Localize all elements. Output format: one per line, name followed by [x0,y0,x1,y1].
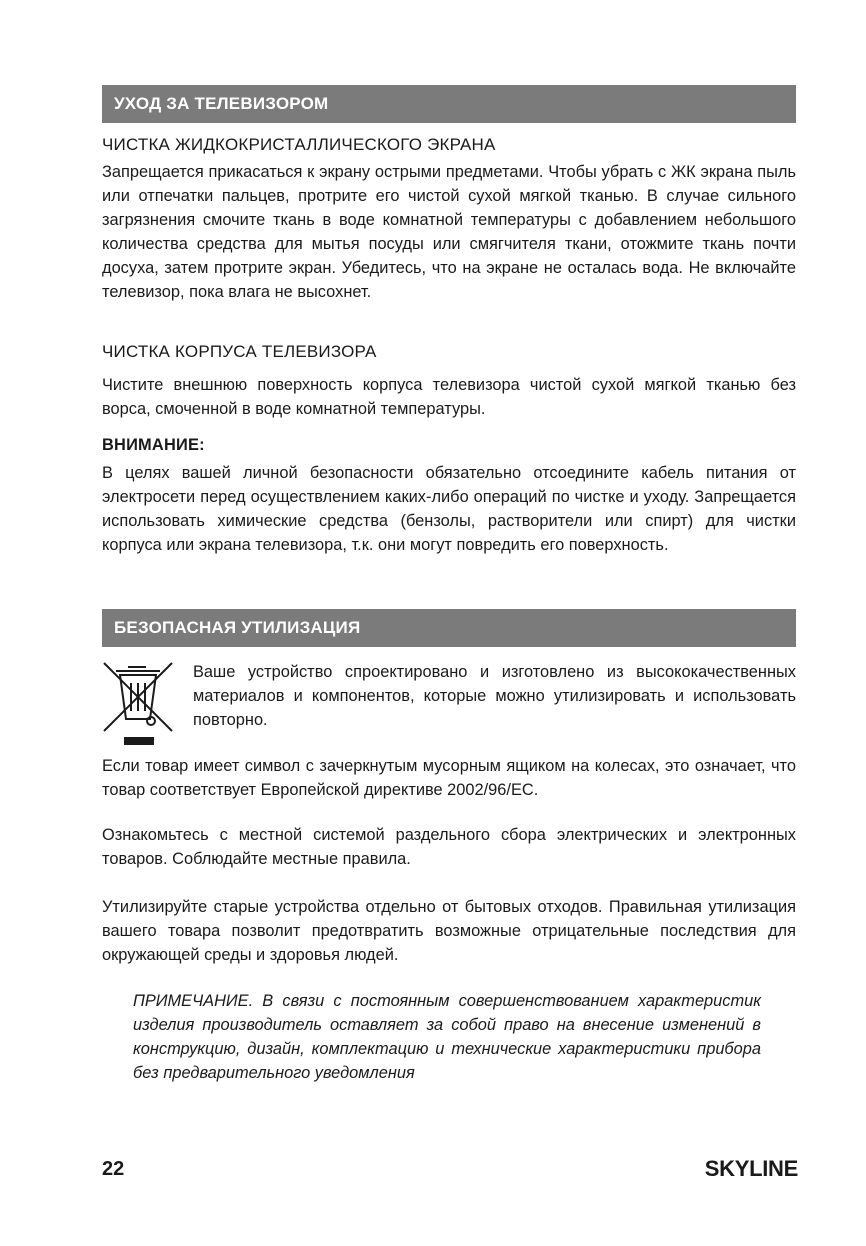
section-header-care [102,85,796,123]
section-header-disposal [102,609,796,647]
paragraph-directive: Если товар имеет символ с зачеркнутым мусорным ящиком на колесах, это означает, что товар соответствует Европейской директиве 2002/96/ЕС. [102,757,796,799]
page-number: 22 [102,1158,125,1180]
paragraph-collection: Ознакомьтесь с местной системой раздельного сбора электрических и электронных товаров. Соблюдайте местные правила. [102,826,796,868]
paragraph-disposal: Утилизируйте старые устройства отдельно от бытовых отходов. Правильная утилизация вашего товара позволит предотвратить возможные отрицательные последствия для окружающей среды и здоровья людей. [102,898,796,964]
paragraph-screen-cleaning: Запрещается прикасаться к экрану острыми предметами. Чтобы убрать с ЖК экрана пыль или отпечатки пальцев, протрите его чистой сухой мягкой тканью. В случае сильного загрязнения смочите ткань в воде комнатной температуры с добавлением небольшого количества средства для мытья посуды или смягчителя ткани, отожмите ткань почти досуха, затем протрите экран. Убедитесь, что на экране не осталась вода. Не включайте телевизор, пока влага не высохнет. [102,163,796,301]
warning-title: ВНИМАНИЕ: [102,436,205,454]
subsection-title-case: ЧИСТКА КОРПУСА ТЕЛЕВИЗОРА [102,342,377,361]
paragraph-case-cleaning: Чистите внешнюю поверхность корпуса телевизора чистой сухой мягкой тканью без ворса, смоченной в воде комнатной температуры. [102,376,796,418]
paragraph-disposal-intro: Ваше устройство спроектировано и изготовлено из высококачественных материалов и компонентов, которые можно утилизировать и использовать повторно. [193,663,796,729]
section-title: БЕЗОПАСНАЯ УТИЛИЗАЦИЯ [114,618,361,637]
subsection-title-screen: ЧИСТКА ЖИДКОКРИСТАЛЛИЧЕСКОГО ЭКРАНА [102,135,496,154]
section-title: УХОД ЗА ТЕЛЕВИЗОРОМ [114,94,329,113]
note-italic: ПРИМЕЧАНИЕ. В связи с постоянным совершенствованием характеристик изделия производитель оставляет за собой право на внесение изменений в конструкцию, дизайн, комплектацию и технические характеристики прибора без предварительного уведомления [133,992,761,1082]
crossed-out-wheelie-bin-icon [98,659,178,749]
paragraph-warning: В целях вашей личной безопасности обязательно отсоедините кабель питания от электросети перед осуществлением каких-либо операций по чистке и уходу. Запрещается использовать химические средства (бензолы, растворители или спирт) для чистки корпуса или экрана телевизора, т.к. они могут повредить его поверхность. [102,464,796,554]
brand-logo: SKYLINE [704,1156,798,1181]
